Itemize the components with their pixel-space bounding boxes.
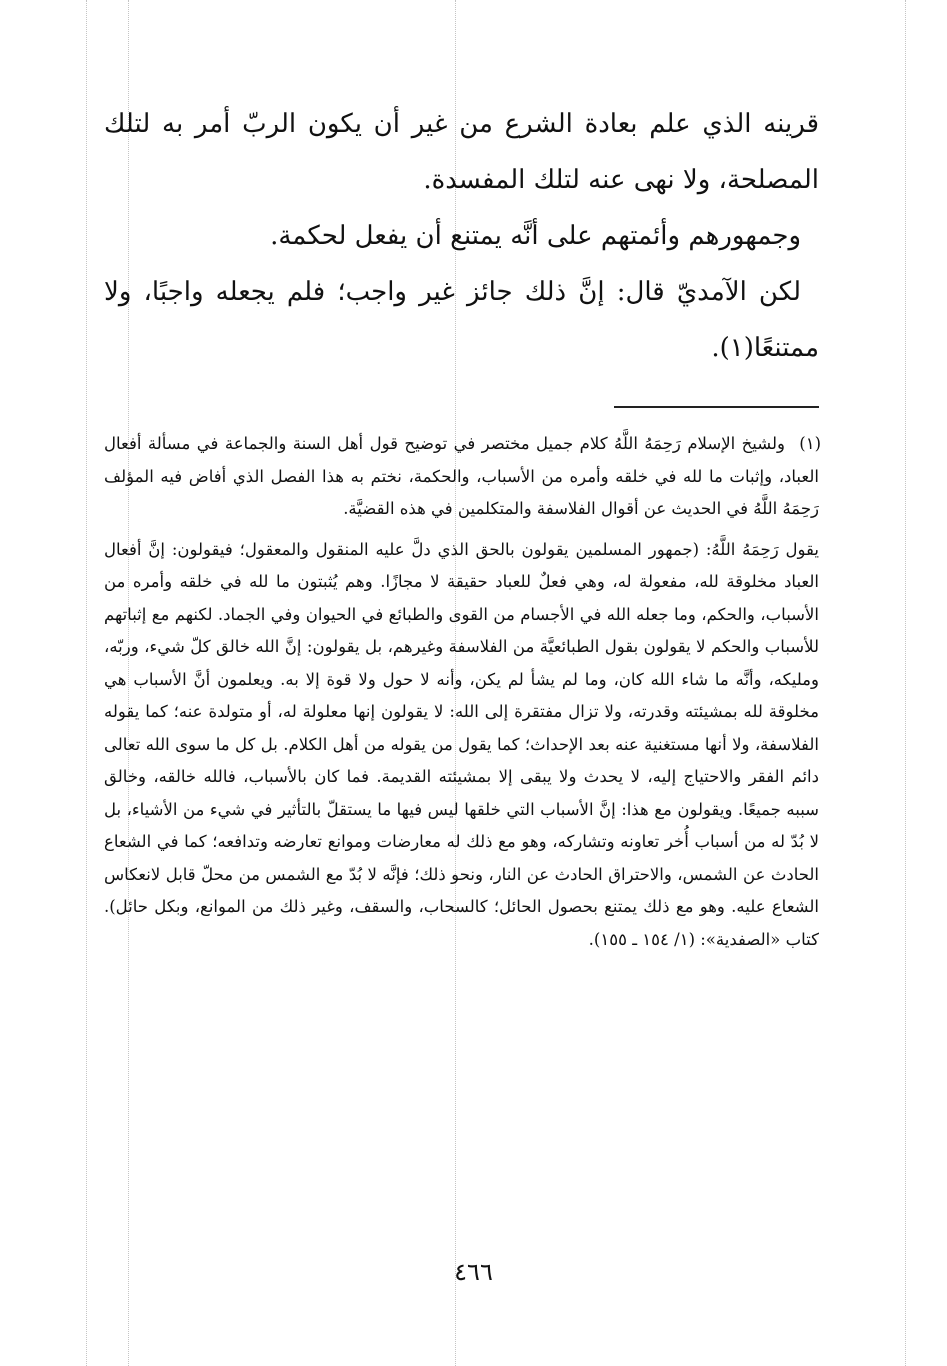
main-text bbox=[104, 96, 819, 376]
main-paragraph: قرينه الذي علم بعادة الشرع من غير أن يكون الربّ أمر به لتلك المصلحة، ولا نهى عنه لتلك المفسدة. bbox=[104, 109, 819, 195]
footnote-intro bbox=[104, 428, 819, 526]
footnotes bbox=[104, 428, 819, 956]
footnote-separator bbox=[614, 406, 819, 408]
footnote-quote: يقول رَحِمَهُ اللَّهُ: (جمهور المسلمين يقولون بالحق الذي دلَّ عليه المنقول والمعقول؛ فيقولون: إنَّ أفعال العباد مخلوقة لله، مفعولة له، وهي فعلٌ للعباد حقيقة لا مجازًا. وهم يُثبتون ما لله في خلقه وأمره من الأسباب، والحكم، وما جعله الله في الأجسام من القوى والطبائع في الحيوان وفي الجماد. لكنهم مع إثباتهم للأسباب والحكم لا يقولون بقول الطبائعيَّة من الفلاسفة وغيرهم، بل يقولون: إنَّ الله خالق كلّ شيء، وربّه، ومليكه، وأنَّه ما شاء الله كان، وما لم يشأ لم يكن، وأنه لا حول ولا قوة إلا به. ويعلمون أنَّ الأسباب هي مخلوقة لله بمشيئته وقدرته، ولا تزال مفتقرة إلى الله: لا يقولون إنها معلولة له، أو متولدة عنه؛ كما يقوله الفلاسفة، ولا أنها مستغنية عنه بعد الإحداث؛ كما يقول من يقوله من أهل الكلام. بل كل ما سوى الله تعالى دائم الفقر والاحتياج إليه، لا يحدث ولا يبقى إلا بمشيئته القديمة. فما كان بالأسباب، فالله خالقه، وخالق سببه جميعًا. ويقولون مع هذا: إنَّ الأسباب التي خلقها ليس فيها ما يستقلّ بالتأثير في شيء من الأشياء، بل لا بُدّ له من أسباب أُخر تعاونه وتشاركه، وهو مع ذلك له معارضات وموانع تعارضه وتدافعه؛ كما في الشعاع الحادث عن الشمس، والاحتراق الحادث عن النار، ونحو ذلك؛ فإنَّه لا بُدّ مع الشمس من محلّ قابل لانعكاس الشعاع عليه. وهو مع ذلك يمتنع بحصول الحائل؛ كالسحاب، والسقف، وغير ذلك من الموانع، وبكل حائل). كتاب «الصفدية»: (١/ ١٥٤ ـ ١٥٥). bbox=[104, 539, 819, 949]
footnote-intro-text: ولشيخ الإسلام رَحِمَهُ اللَّهُ كلام جميل مختصر في توضيح قول أهل السنة والجماعة في مسألة أفعال العباد، وإثبات ما لله في خلقه وأمره من الأسباب، والحكمة، نختم به هذا الفصل الذي أفاض فيه المؤلف رَحِمَهُ اللَّهُ في الحديث عن أقوال الفلاسفة والمتكلمين في هذه القضيَّة. bbox=[104, 434, 819, 518]
page-number: ٤٦٦ bbox=[454, 1258, 493, 1286]
main-paragraph: وجمهورهم وأئمتهم على أنَّه يمتنع أن يفعل لحكمة. bbox=[270, 221, 801, 251]
scan-artifact-line bbox=[905, 0, 906, 1366]
main-paragraph: لكن الآمديّ قال: إنَّ ذلك جائز غير واجب؛ فلم يجعله واجبًا، ولا ممتنعًا(١). bbox=[104, 277, 819, 363]
footnote-marker: (١) bbox=[799, 434, 821, 453]
scan-artifact-line bbox=[86, 0, 87, 1366]
